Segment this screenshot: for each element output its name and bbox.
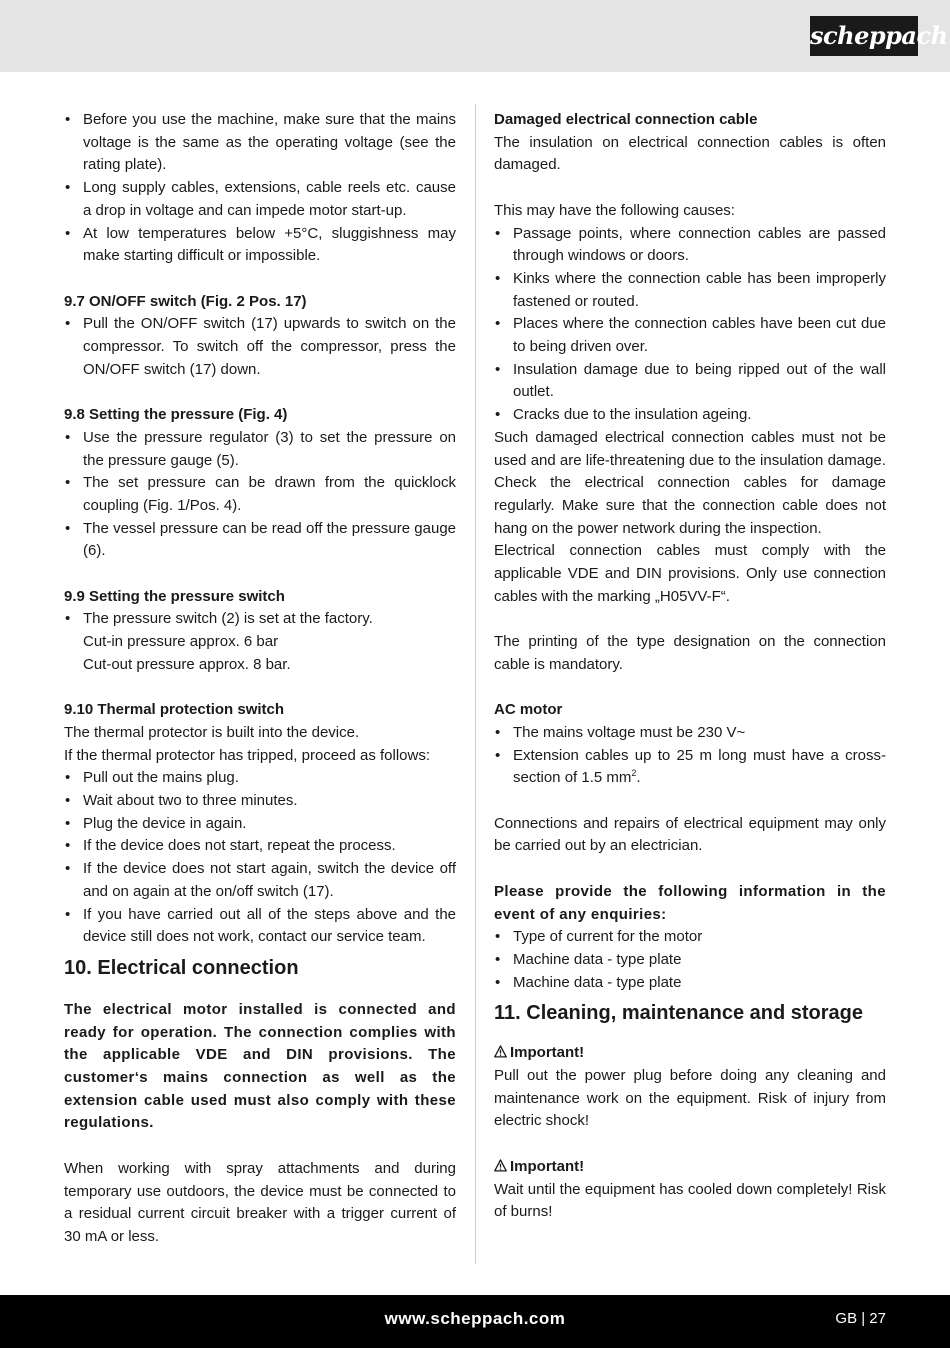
list-item: • If the device does not start again, switch the device off and on again at the on/off switch (17). [64,858,456,903]
important-heading [494,1156,886,1179]
list-item: • Wait about two to three minutes. [64,790,456,813]
list-item: • The pressure switch (2) is set at the factory. [64,608,456,631]
section-9-8-title: 9.8 Setting the pressure (Fig. 4) [64,406,288,424]
list-item: • Insulation damage due to being ripped out of the wall outlet. [494,359,886,404]
list-item: • The set pressure can be drawn from the quicklock coupling (Fig. 1/Pos. 4). [64,472,456,517]
list-item: • Machine data - type plate [494,972,886,995]
section-9-9-list [64,608,456,631]
list-item: • Use the pressure regulator (3) to set the pressure on the pressure gauge (5). [64,427,456,472]
list-item-end: . [636,769,641,787]
section-9-7-list [64,313,456,381]
list-item: • Cracks due to the insulation ageing. [494,404,886,427]
warning-icon [494,1159,507,1172]
superscript: 2 [631,768,637,779]
important-label: Important! [510,1157,585,1175]
page-footer [0,1295,950,1348]
paragraph: Wait until the equipment has cooled down completely! Risk of burns! [494,1180,886,1221]
section-9-9-title: 9.9 Setting the pressure switch [64,587,285,605]
website-link[interactable]: www.scheppach.com [384,1309,566,1328]
warning-icon [494,1045,507,1058]
cut-out-pressure: Cut-out pressure approx. 8 bar. [83,655,291,673]
important-label: Important! [510,1044,585,1062]
section-9-10-title: 9.10 Thermal protection switch [64,701,285,719]
page-number: GB | 27 [835,1310,886,1327]
list-item: • Pull out the mains plug. [64,767,456,790]
damaged-cable-title: Damaged electrical connection cable [494,111,758,128]
right-column [494,109,886,1224]
brand-logo: scheppach [810,16,918,56]
enquiry-title: Please provide the following information in the event of any enquiries: [494,882,886,923]
paragraph: Such damaged electrical connection cables must not be used and are life-threatening due to the insulation damage. [494,428,886,469]
list-item [494,745,886,790]
causes-list [494,223,886,427]
section-9-7-title: 9.7 ON/OFF switch (Fig. 2 Pos. 17) [64,292,307,310]
important-heading [494,1042,886,1065]
list-item: • Places where the connection cables have been cut due to being driven over. [494,313,886,358]
paragraph: The insulation on electrical connection cables is often damaged. [494,133,886,174]
list-item: • The vessel pressure can be read off the pressure gauge (6). [64,518,456,563]
paragraph: Check the electrical connection cables for damage regularly. Make sure that the connection cable does not hang on the power network during the inspection. [494,474,886,537]
list-item: • The mains voltage must be 230 V~ [494,722,886,745]
paragraph: The printing of the type designation on the connection cable is mandatory. [494,633,886,673]
intro-list [64,109,456,268]
page-header [0,0,950,72]
paragraph: Pull out the power plug before doing any cleaning and maintenance work on the equipment. Risk of injury from electric shock! [494,1067,886,1130]
section-9-10-list [64,767,456,949]
paragraph: This may have the following causes: [494,201,735,219]
bold-paragraph: The electrical motor installed is connected and ready for operation. The connection complies with the applicable VDE and DIN provisions. The customer‘s mains connection as well as the extension cable used must also comply with these regulations. [64,1000,456,1132]
ac-motor-list [494,722,886,790]
left-column [64,109,456,1249]
paragraph: Electrical connection cables must comply with the applicable VDE and DIN provisions. Only use connection cables with the marking „H05VV-F“. [494,542,886,605]
list-item: • If the device does not start, repeat the process. [64,835,456,858]
list-item: • Plug the device in again. [64,813,456,836]
list-item: • Kinks where the connection cable has been improperly fastened or routed. [494,268,886,313]
list-item: • Machine data - type plate [494,949,886,972]
list-item: • Long supply cables, extensions, cable reels etc. cause a drop in voltage and can impede motor start-up. [64,177,456,222]
list-item-text: Extension cables up to 25 m long must have a cross-section of 1.5 mm [513,746,886,787]
paragraph: When working with spray attachments and during temporary use outdoors, the device must be connected to a residual current circuit breaker with a trigger current of 30 mA or less. [64,1159,456,1245]
column-divider [475,104,476,1264]
ac-motor-title: AC motor [494,701,563,719]
cut-in-pressure: Cut-in pressure approx. 6 bar [83,633,279,651]
list-item: • If you have carried out all of the steps above and the device still does not work, contact our service team. [64,904,456,949]
paragraph: If the thermal protector has tripped, proceed as follows: [64,746,431,764]
section-10-heading: 10. Electrical connection [64,956,299,979]
paragraph: Connections and repairs of electrical equipment may only be carried out by an electrician. [494,814,886,855]
enquiry-list [494,926,886,994]
list-item: • Pull the ON/OFF switch (17) upwards to switch on the compressor. To switch off the compressor, press the ON/OFF switch (17) down. [64,313,456,381]
list-item: • Passage points, where connection cables are passed through windows or doors. [494,223,886,268]
list-item: • At low temperatures below +5°C, sluggishness may make starting difficult or impossible. [64,223,456,268]
section-9-8-list [64,427,456,563]
list-item: • Before you use the machine, make sure that the mains voltage is the same as the operating voltage (see the rating plate). [64,109,456,177]
section-11-heading: 11. Cleaning, maintenance and storage [494,1002,864,1025]
list-item: • Type of current for the motor [494,926,886,949]
paragraph: The thermal protector is built into the device. [64,723,360,741]
